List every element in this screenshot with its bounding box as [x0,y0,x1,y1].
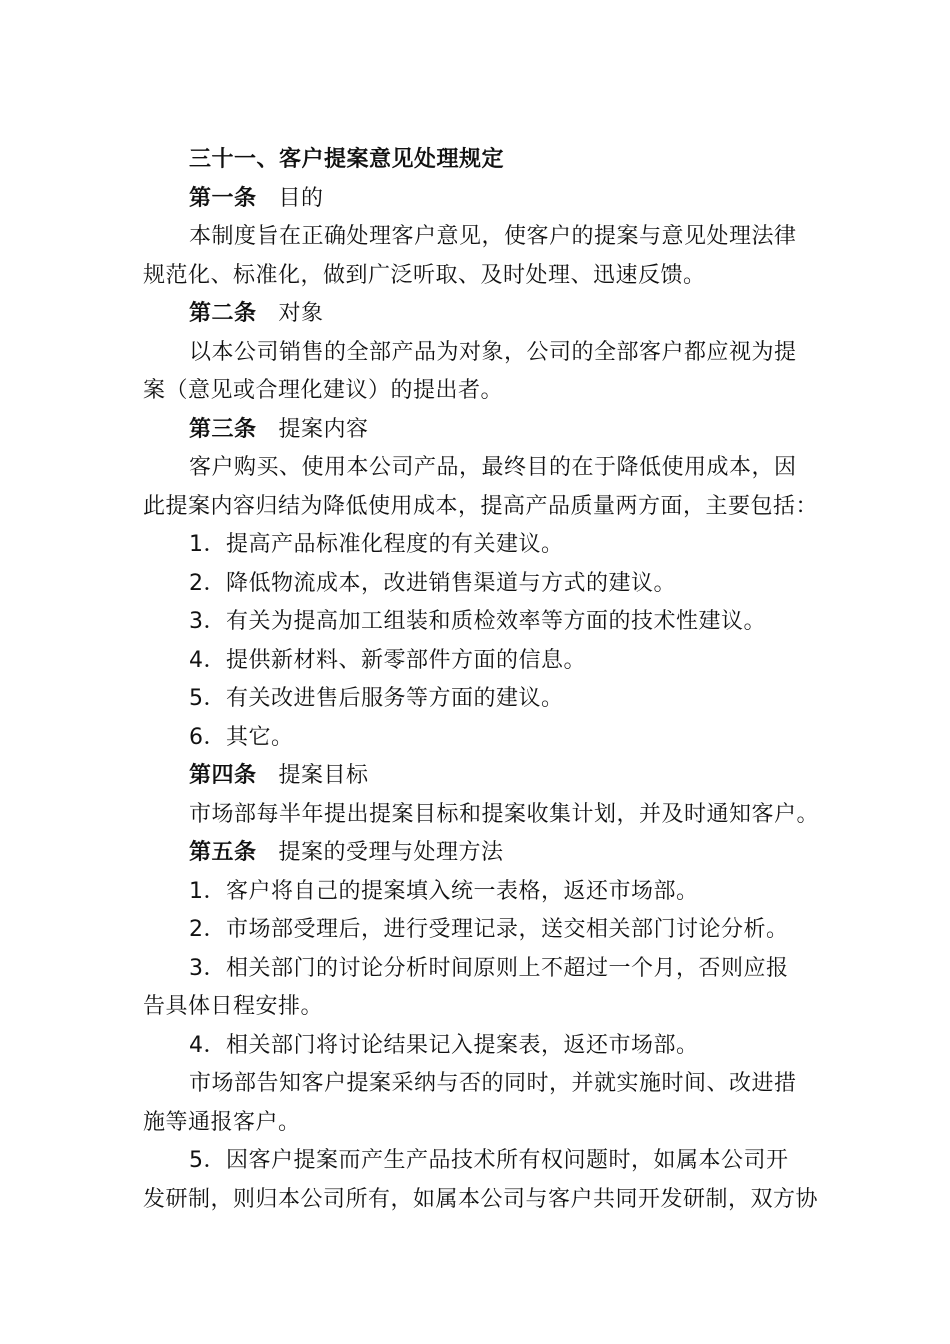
article-number: 第五条 [189,840,257,865]
list-item: 6．其它。 [189,724,294,750]
paragraph-line: 此提案内容归结为降低使用成本，提高产品质量两方面，主要包括： [143,493,819,519]
paragraph-line: 本制度旨在正确处理客户意见，使客户的提案与意见处理法律 [189,224,797,249]
paragraph-line: 案（意见或合理化建议）的提出者。 [143,378,504,403]
list-item: 2．市场部受理后，进行受理记录，送交相关部门讨论分析。 [189,917,789,942]
list-item: 3．相关部门的讨论分析时间原则上不超过一个月，否则应报 [189,955,789,981]
article-4-heading [143,757,811,796]
article-1-heading [143,180,811,219]
list-item: 5．因客户提案而产生产品技术所有权问题时，如属本公司开 [189,1148,789,1173]
article-5-heading [143,834,811,873]
article-title: 目的 [278,185,324,211]
article-title: 提案目标 [278,763,369,788]
list-item: 2．降低物流成本，改进销售渠道与方式的建议。 [189,570,676,596]
article-number: 第三条 [189,416,257,442]
list-item: 3．有关为提高加工组装和质检效率等方面的技术性建议。 [189,609,766,634]
article-2-heading [143,295,811,334]
paragraph-line: 市场部每半年提出提案目标和提案收集计划，并及时通知客户。 [189,801,820,827]
paragraph-line: 市场部告知客户提案采纳与否的同时，并就实施时间、改进措 [189,1071,797,1096]
list-item: 5．有关改进售后服务等方面的建议。 [189,686,564,711]
list-item: 1．提高产品标准化程度的有关建议。 [189,532,564,557]
article-3-heading [143,411,811,450]
paragraph-line: 告具体日程安排。 [143,994,324,1019]
paragraph-line: 施等通报客户。 [143,1109,301,1135]
list-item: 1．客户将自己的提案填入统一表格，返还市场部。 [189,878,699,904]
document-title: 三十一、客户提案意见处理规定 [189,147,505,172]
document-body [143,141,820,1219]
paragraph-line: 规范化、标准化，做到广泛听取、及时处理、迅速反馈。 [143,262,706,288]
article-number: 第二条 [189,301,257,326]
list-item: 4．相关部门将讨论结果记入提案表，返还市场部。 [189,1032,699,1058]
article-title: 提案的受理与处理方法 [278,840,504,865]
list-item: 4．提供新材料、新零部件方面的信息。 [189,647,586,673]
article-title: 提案内容 [278,416,369,442]
article-number: 第四条 [189,763,257,788]
paragraph-line: 发研制，则归本公司所有，如属本公司与客户共同开发研制，双方协 [143,1186,819,1212]
article-number: 第一条 [189,185,257,211]
paragraph-line: 以本公司销售的全部产品为对象，公司的全部客户都应视为提 [189,339,797,365]
paragraph-line: 客户购买、使用本公司产品，最终目的在于降低使用成本，因 [189,455,797,480]
article-title: 对象 [278,301,324,326]
